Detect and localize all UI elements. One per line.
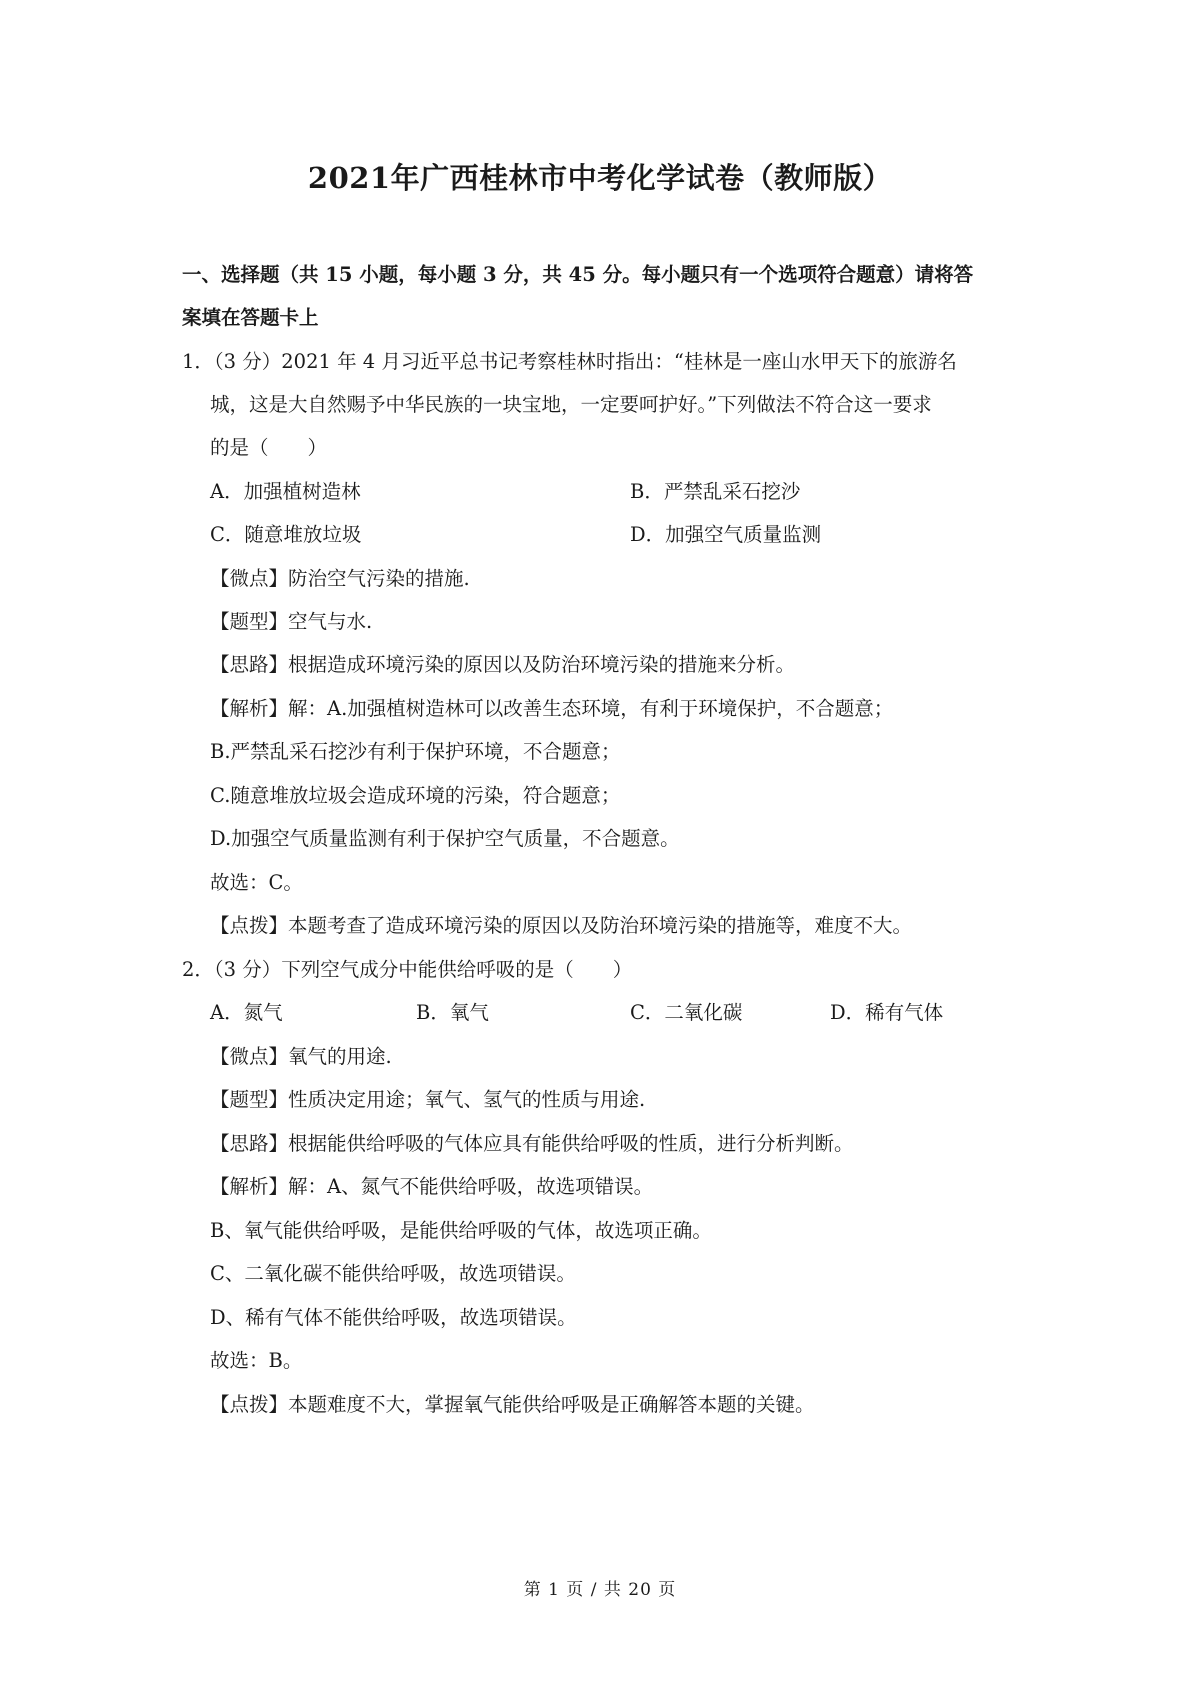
- q1-stem-line1: 1．（3 分）2021 年 4 月习近平总书记考察桂林时指出：“桂林是一座山水甲天下的旅游名: [182, 350, 957, 373]
- q2-option-b: B．氧气: [416, 1001, 489, 1024]
- q2-dianbo: 【点拨】本题难度不大，掌握氧气能供给呼吸是正确解答本题的关键。: [210, 1393, 815, 1416]
- q2-jiexi-line3: C、二氧化碳不能供给呼吸，故选项错误。: [210, 1262, 576, 1285]
- q2-option-c: C．二氧化碳: [630, 1001, 743, 1024]
- q1-dianbo: 【点拨】本题考查了造成环境污染的原因以及防治环境污染的措施等，难度不大。: [210, 914, 913, 937]
- q1-jiexi-line4: D.加强空气质量监测有利于保护空气质量，不合题意。: [210, 827, 680, 850]
- q2-jiexi-line2: B、氧气能供给呼吸，是能供给呼吸的气体，故选项正确。: [210, 1219, 712, 1242]
- q1-jiexi-line3: C.随意堆放垃圾会造成环境的污染，符合题意；: [210, 784, 621, 807]
- q1-answer: 故选：C。: [210, 871, 303, 894]
- q2-jiexi-line4: D、稀有气体不能供给呼吸，故选项错误。: [210, 1306, 577, 1329]
- q2-weidian: 【微点】氧气的用途.: [210, 1045, 392, 1068]
- q1-option-c: C．随意堆放垃圾: [210, 523, 362, 546]
- q2-answer: 故选：B。: [210, 1349, 303, 1372]
- q2-tixing: 【题型】性质决定用途；氧气、氢气的性质与用途.: [210, 1088, 646, 1111]
- q1-jiexi-line1: 【解析】解：A.加强植树造林可以改善生态环境，有利于环境保护，不合题意；: [210, 697, 894, 720]
- q1-jiexi-line2: B.严禁乱采石挖沙有利于保护环境，不合题意；: [210, 740, 621, 763]
- q2-stem: 2．（3 分）下列空气成分中能供给呼吸的是（ ）: [182, 958, 633, 981]
- q2-silu: 【思路】根据能供给呼吸的气体应具有能供给呼吸的性质，进行分析判断。: [210, 1132, 854, 1155]
- q1-silu: 【思路】根据造成环境污染的原因以及防治环境污染的措施来分析。: [210, 653, 796, 676]
- section-heading-line1: 一、选择题（共 15 小题，每小题 3 分，共 45 分。每小题只有一个选项符合题意）请将答: [182, 263, 974, 286]
- q2-option-d: D．稀有气体: [830, 1001, 944, 1024]
- q1-stem-line3: 的是（ ）: [210, 436, 328, 459]
- q2-jiexi-line1: 【解析】解：A、氮气不能供给呼吸，故选项错误。: [210, 1175, 654, 1198]
- q1-tixing: 【题型】空气与水.: [210, 610, 373, 633]
- document-title: 2021年广西桂林市中考化学试卷（教师版）: [307, 161, 893, 195]
- q1-option-b: B．严禁乱采石挖沙: [630, 480, 801, 503]
- q1-option-a: A．加强植树造林: [210, 480, 361, 503]
- q1-option-d: D．加强空气质量监测: [630, 523, 822, 546]
- page-footer: 第 1 页 / 共 20 页: [523, 1580, 677, 1600]
- section-heading-line2: 案填在答题卡上: [182, 306, 319, 329]
- q1-stem-line2: 城，这是大自然赐予中华民族的一块宝地，一定要呵护好。”下列做法不符合这一要求: [210, 393, 932, 416]
- q2-option-a: A．氮气: [210, 1001, 283, 1024]
- q1-weidian: 【微点】防治空气污染的措施.: [210, 567, 470, 590]
